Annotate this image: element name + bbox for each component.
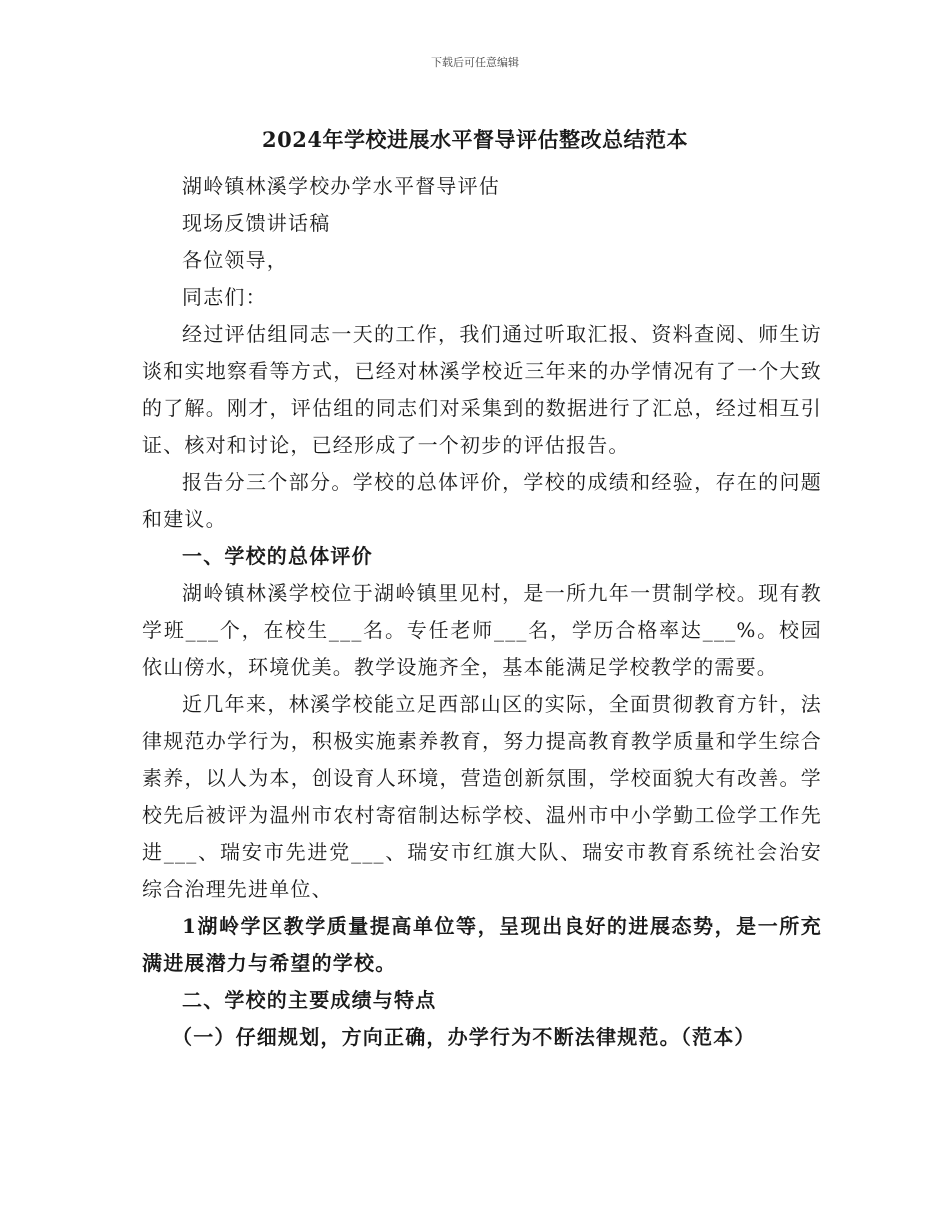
paragraph-school-overview: 湖岭镇林溪学校位于湖岭镇里见村，是一所九年一贯制学校。现有教学班___个，在校生___名。专任老师___名，学历合格率达___%。校园依山傍水，环境优美。教学设施齐全，基本能满足学校教学的需要。 [142, 581, 822, 679]
paragraph-school-name: 湖岭镇林溪学校办学水平督导评估 [182, 174, 500, 198]
heading-subsection-planning: （一）仔细规划，方向正确，办学行为不断法律规范。（范本） [172, 1025, 756, 1049]
paragraph-report-structure: 报告分三个部分。学校的总体评价，学校的成绩和经验，存在的问题和建议。 [142, 470, 822, 531]
paragraph-intro: 经过评估组同志一天的工作，我们通过听取汇报、资料查阅、师生访谈和实地察看等方式，已经对林溪学校近三年来的办学情况有了一个大致的了解。刚才，评估组的同志们对采集到的数据进行了汇总，经过相互引证、核对和讨论，已经形成了一个初步的评估报告。 [142, 322, 822, 457]
paragraph-salutation-comrades: 同志们： [182, 285, 267, 309]
paragraph-speech-title: 现场反馈讲话稿 [182, 211, 331, 235]
heading-overall-evaluation: 一、学校的总体评价 [182, 544, 373, 568]
paragraph-development-trend: 1湖岭学区教学质量提高单位等，呈现出良好的进展态势，是一所充满进展潜力与希望的学校。 [142, 914, 822, 975]
document-title: 2024年学校进展水平督导评估整改总结范本 [262, 127, 688, 152]
document-body [142, 168, 822, 1056]
heading-main-achievements: 二、学校的主要成绩与特点 [182, 988, 437, 1012]
paragraph-salutation-leaders: 各位领导， [182, 248, 288, 272]
paragraph-recent-years: 近几年来，林溪学校能立足西部山区的实际，全面贯彻教育方针，法律规范办学行为，积极实施素养教育，努力提高教育教学质量和学生综合素养，以人为本，创设育人环境，营造创新氛围，学校面貌大有改善。学校先后被评为温州市农村寄宿制达标学校、温州市中小学勤工俭学工作先进___、瑞安市先进党___、瑞安市红旗大队、瑞安市教育系统社会治安综合治理先进单位、 [142, 692, 822, 901]
header-note: 下载后可任意编辑 [431, 56, 519, 69]
